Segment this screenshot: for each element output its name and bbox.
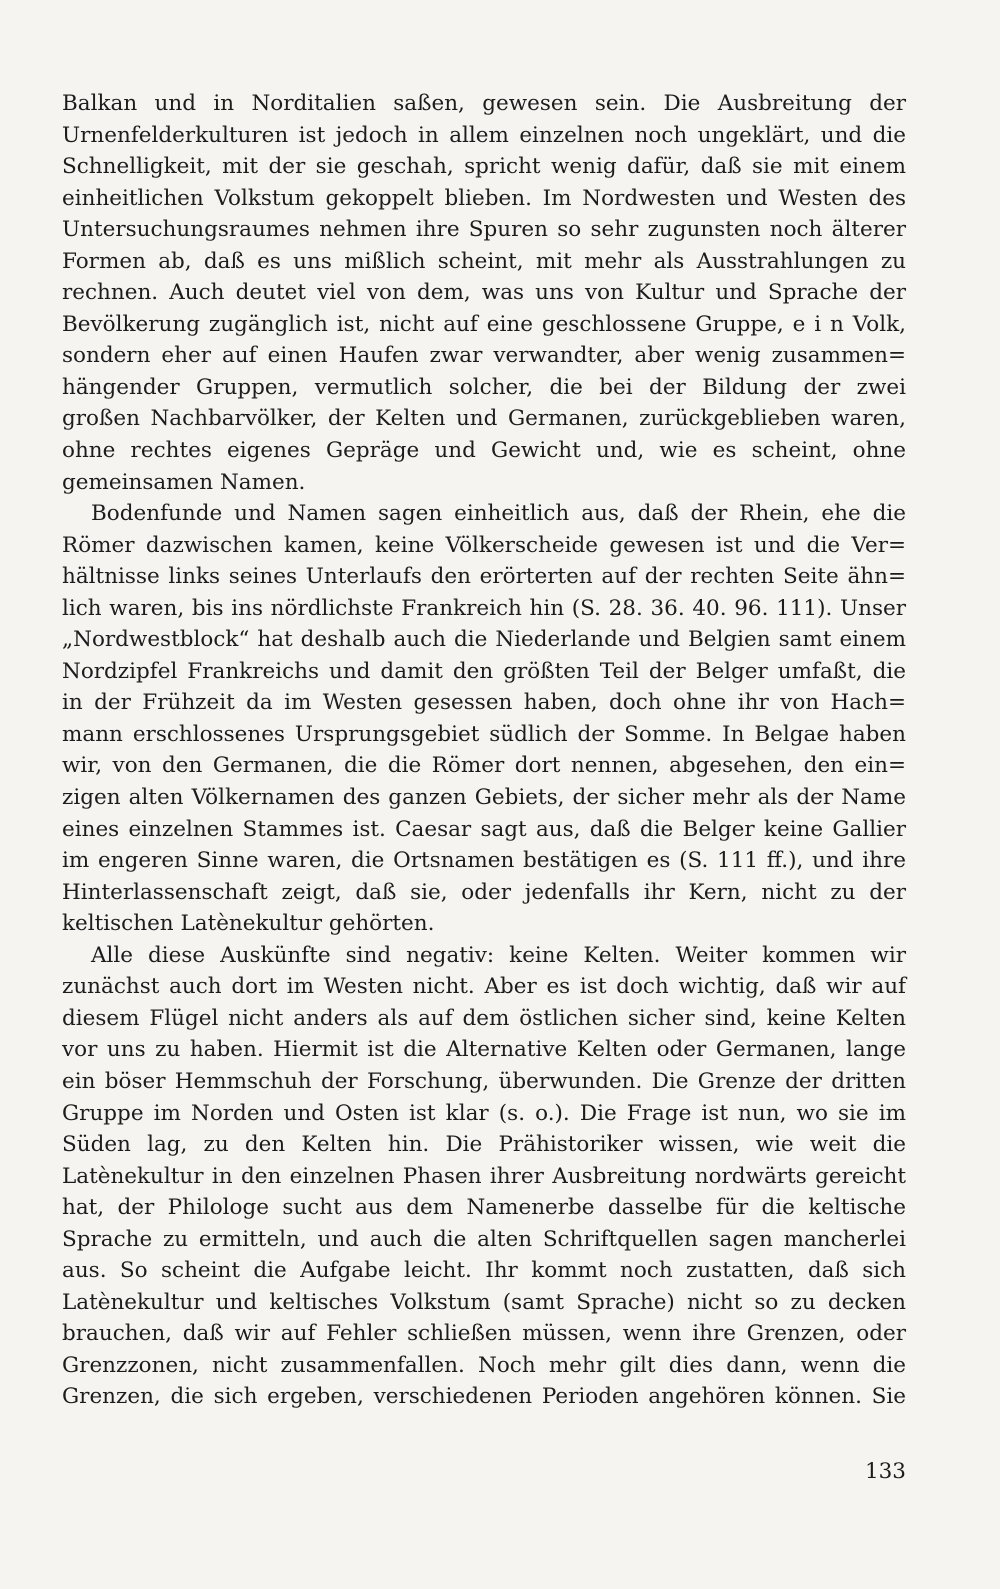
text-line: Latènekultur in den einzelnen Phasen ihrer Ausbreitung nordwärts gereicht: [62, 1163, 906, 1189]
text-line: Süden lag, zu den Kelten hin. Die Prähistoriker wissen, wie weit die: [62, 1132, 906, 1158]
text-line: lich waren, bis ins nördlichste Frankreich hin (S. 28. 36. 40. 96. 111). Unser: [62, 595, 906, 621]
text-line: Nordzipfel Frankreichs und damit den größten Teil der Belger umfaßt, die: [62, 658, 906, 684]
text-line: Urnenfelderkulturen ist jedoch in allem einzelnen noch ungeklärt, und die: [62, 122, 906, 148]
text-line: hältnisse links seines Unterlaufs den erörterten auf der rechten Seite ähn=: [62, 564, 906, 590]
text-line: Grenzen, die sich ergeben, verschiedenen Perioden angehören können. Sie: [62, 1384, 906, 1410]
text-line: zunächst auch dort im Westen nicht. Aber es ist doch wichtig, daß wir auf: [62, 974, 906, 1000]
text-line: Grenzzonen, nicht zusammenfallen. Noch mehr gilt dies dann, wenn die: [62, 1352, 906, 1378]
paragraph-end-line: keltischen Latènekultur gehörten.: [62, 911, 435, 937]
text-line: ohne rechtes eigenes Gepräge und Gewicht und, wie es scheint, ohne: [62, 438, 906, 464]
text-line: hängender Gruppen, vermutlich solcher, die bei der Bildung der zwei: [62, 374, 906, 400]
text-line: wir, von den Germanen, die die Römer dort nennen, abgesehen, den ein=: [62, 753, 906, 779]
text-line: mann erschlossenes Ursprungsgebiet südlich der Somme. In Belgae haben: [62, 721, 906, 747]
text-line: „Nordwestblock“ hat deshalb auch die Niederlande und Belgien samt einem: [62, 627, 906, 653]
text-line: Balkan und in Norditalien saßen, gewesen sein. Die Ausbreitung der: [62, 91, 906, 116]
text-line: Sprache zu ermitteln, und auch die alten Schriftquellen sagen mancherlei: [62, 1226, 906, 1252]
text-line: eines einzelnen Stammes ist. Caesar sagt aus, daß die Belger keine Gallier: [62, 816, 906, 842]
text-line: ein böser Hemmschuh der Forschung, überwunden. Die Grenze der dritten: [62, 1068, 906, 1094]
text-line: großen Nachbarvölker, der Kelten und Germanen, zurückgeblieben waren,: [62, 406, 906, 432]
text-line: zigen alten Völkernamen des ganzen Gebiets, der sicher mehr als der Name: [62, 785, 906, 811]
text-line: Gruppe im Norden und Osten ist klar (s. o.). Die Frage ist nun, wo sie im: [62, 1100, 906, 1126]
text-line: einheitlichen Volkstum gekoppelt blieben. Im Nordwesten und Westen des: [62, 185, 906, 211]
paragraph-start-line: Alle diese Auskünfte sind negativ: keine Kelten. Weiter kommen wir: [91, 942, 906, 968]
text-line: vor uns zu haben. Hiermit ist die Alternative Kelten oder Germanen, lange: [62, 1037, 906, 1063]
text-line: brauchen, daß wir auf Fehler schließen müssen, wenn ihre Grenzen, oder: [62, 1321, 906, 1347]
text-line: hat, der Philologe sucht aus dem Namenerbe dasselbe für die keltische: [62, 1195, 906, 1221]
paragraph-start-line: Bodenfunde und Namen sagen einheitlich aus, daß der Rhein, ehe die: [91, 501, 906, 527]
text-line: Römer dazwischen kamen, keine Völkerscheide gewesen ist und die Ver=: [62, 532, 906, 558]
text-line: diesem Flügel nicht anders als auf dem östlichen sicher sind, keine Kelten: [62, 1005, 906, 1031]
text-line: rechnen. Auch deutet viel von dem, was uns von Kultur und Sprache der: [62, 280, 906, 306]
text-line: Untersuchungsraumes nehmen ihre Spuren so sehr zugunsten noch älterer: [62, 217, 906, 243]
text-line: Latènekultur und keltisches Volkstum (samt Sprache) nicht so zu decken: [62, 1289, 906, 1315]
text-line: Schnelligkeit, mit der sie geschah, spricht wenig dafür, daß sie mit einem: [62, 154, 906, 180]
body-text: [62, 88, 906, 1413]
page-number: 133: [864, 1459, 906, 1484]
text-line: sondern eher auf einen Haufen zwar verwandter, aber wenig zusammen=: [62, 343, 906, 369]
text-line: aus. So scheint die Aufgabe leicht. Ihr kommt noch zustatten, daß sich: [62, 1258, 906, 1284]
text-line: in der Frühzeit da im Westen gesessen haben, doch ohne ihr von Hach=: [62, 690, 906, 716]
text-line: im engeren Sinne waren, die Ortsnamen bestätigen es (S. 111 ff.), und ihre: [62, 848, 906, 874]
text-line: Bevölkerung zugänglich ist, nicht auf eine geschlossene Gruppe, e i n Volk,: [62, 311, 906, 337]
text-line: Hinterlassenschaft zeigt, daß sie, oder jedenfalls ihr Kern, nicht zu der: [62, 879, 906, 905]
text-line: Formen ab, daß es uns mißlich scheint, mit mehr als Ausstrahlungen zu: [62, 248, 906, 274]
paragraph-end-line: gemeinsamen Namen.: [62, 469, 306, 495]
